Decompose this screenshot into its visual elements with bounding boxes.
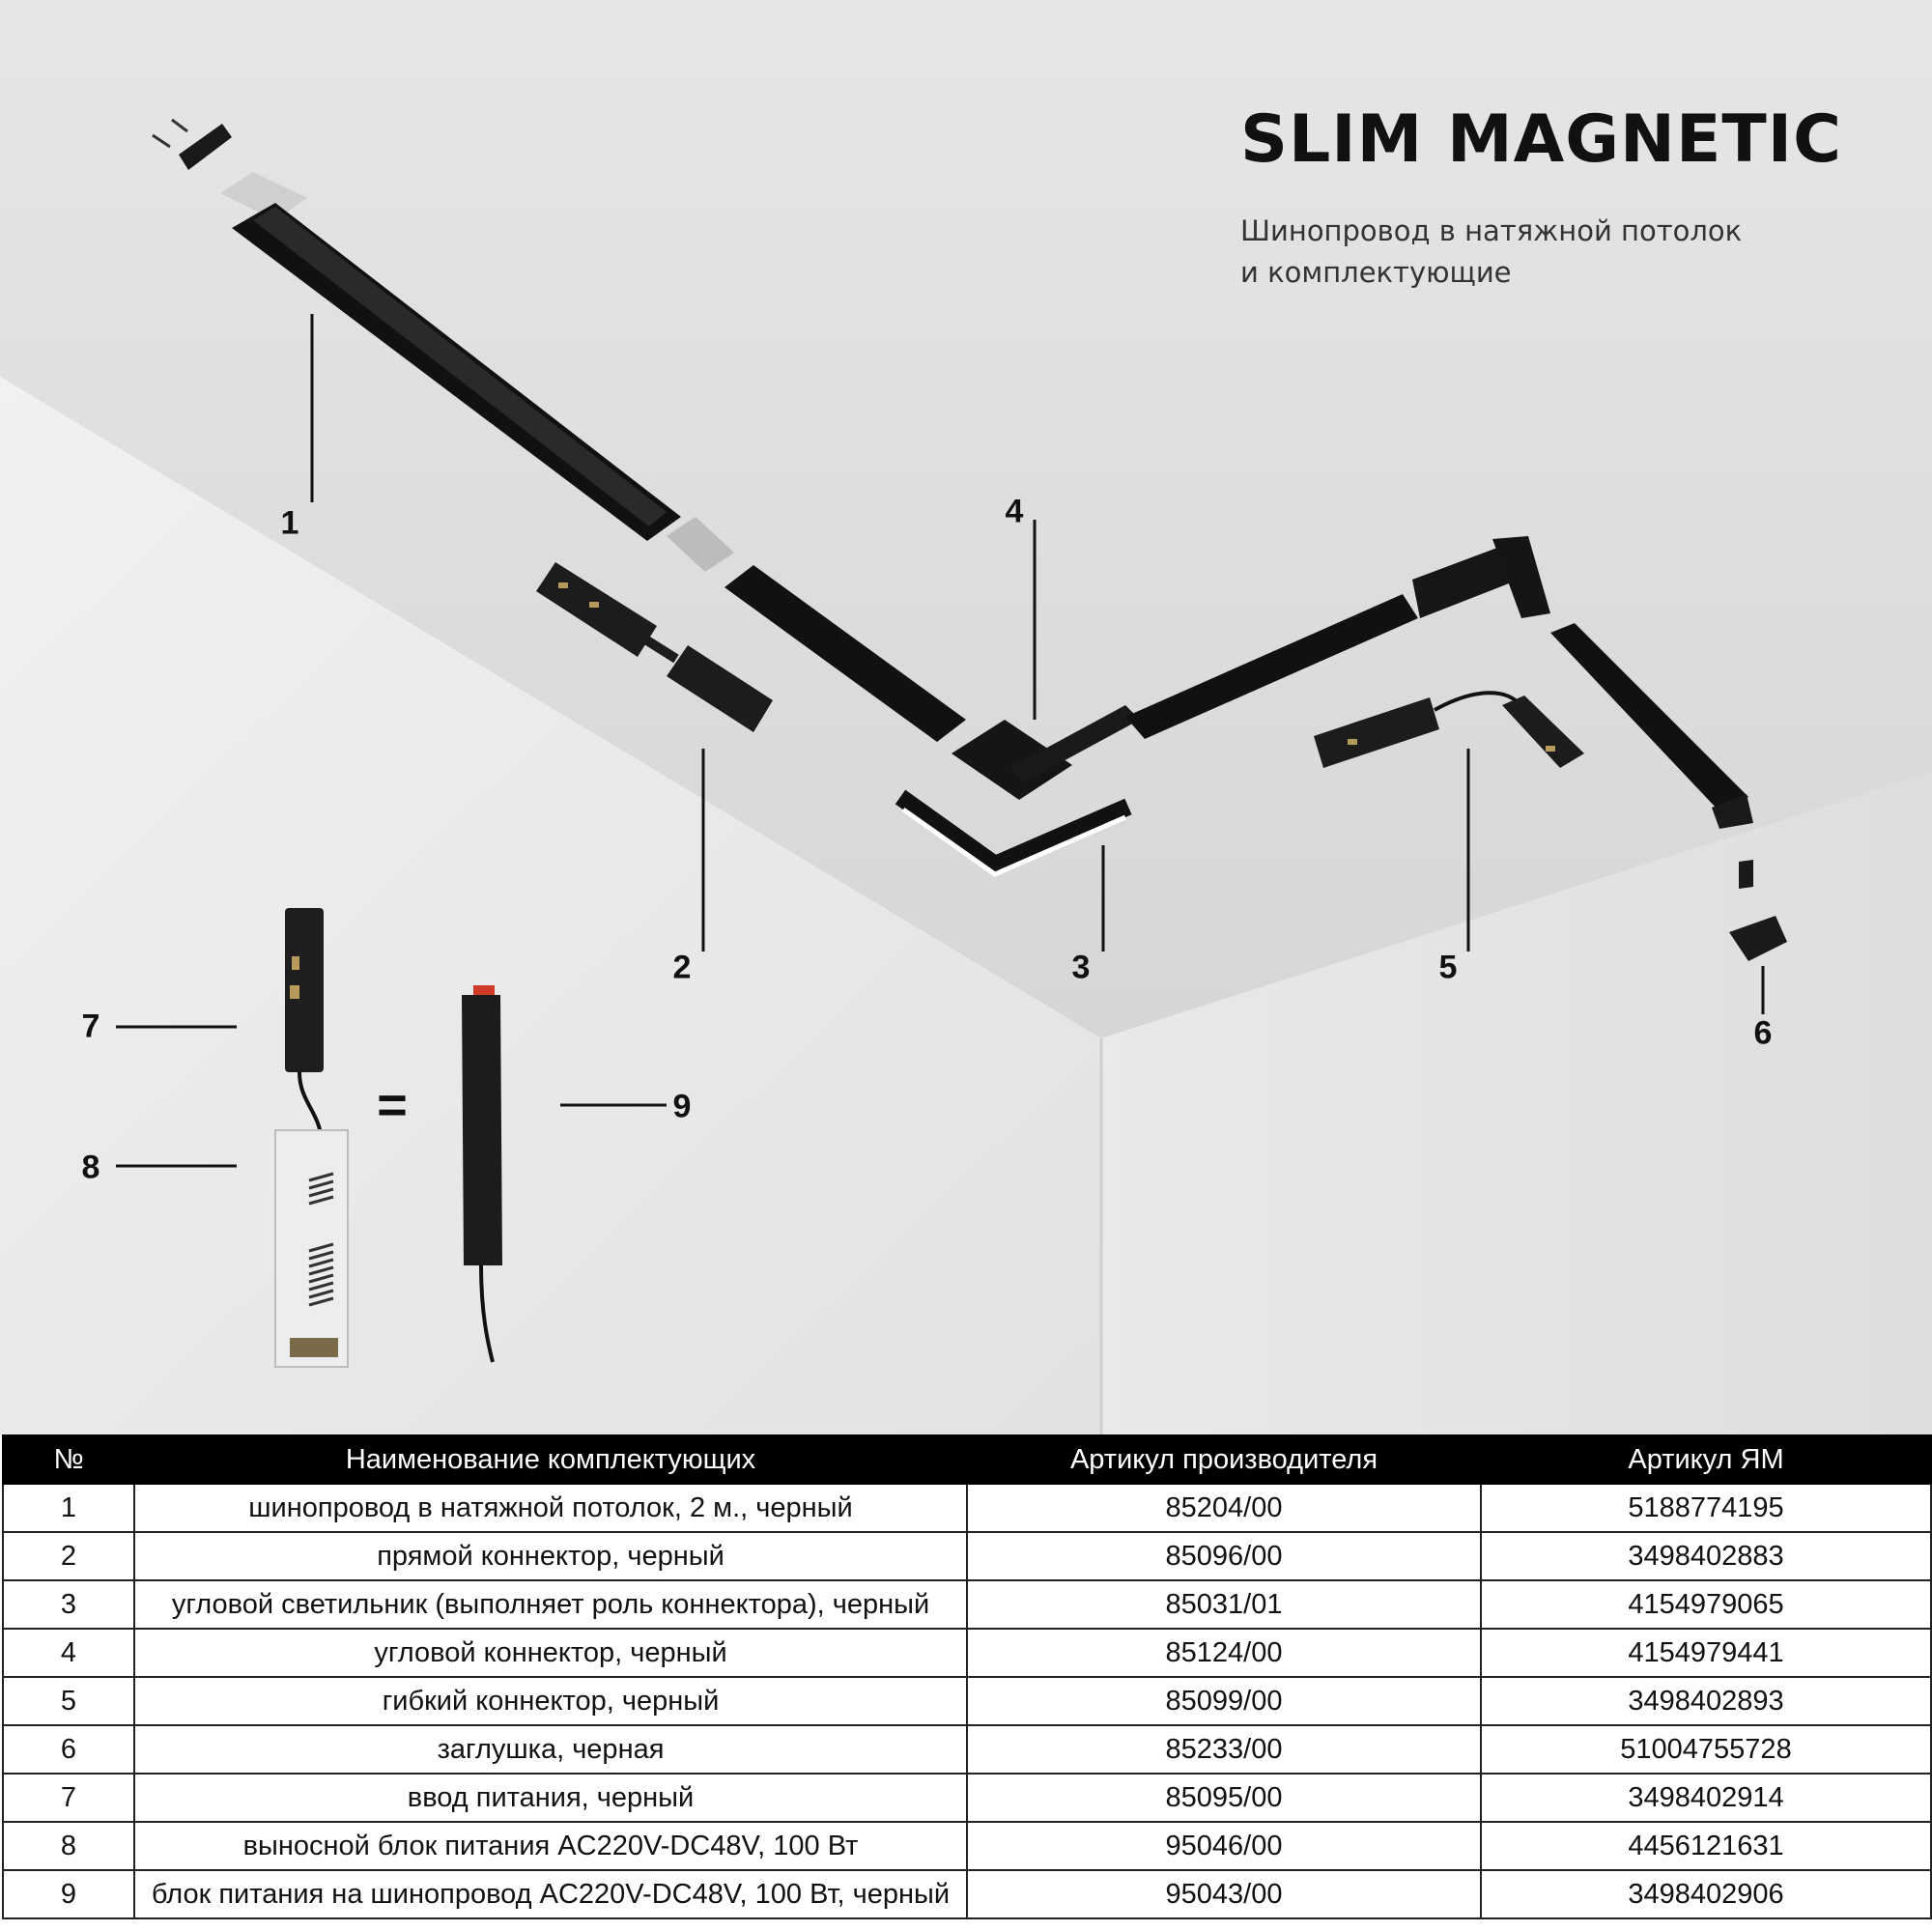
components-table xyxy=(2,1434,1932,1919)
callout-5: 5 xyxy=(1438,949,1458,986)
row-number: 5 xyxy=(3,1677,134,1725)
row-number: 3 xyxy=(3,1580,134,1629)
callout-6: 6 xyxy=(1753,1014,1773,1052)
row-name: угловой коннектор, черный xyxy=(134,1629,967,1677)
subtitle-line-2: и комплектующие xyxy=(1240,256,1512,289)
table-row xyxy=(3,1822,1931,1870)
callout-7: 7 xyxy=(81,1008,100,1045)
callout-2: 2 xyxy=(672,949,692,986)
row-number: 6 xyxy=(3,1725,134,1774)
row-manufacturer-sku: 85204/00 xyxy=(967,1484,1481,1532)
row-manufacturer-sku: 95046/00 xyxy=(967,1822,1481,1870)
equals-sign: = xyxy=(377,1076,408,1134)
table-row xyxy=(3,1580,1931,1629)
row-manufacturer-sku: 85233/00 xyxy=(967,1725,1481,1774)
row-number: 9 xyxy=(3,1870,134,1918)
row-number: 2 xyxy=(3,1532,134,1580)
row-ym-sku: 4456121631 xyxy=(1481,1822,1931,1870)
row-manufacturer-sku: 85124/00 xyxy=(967,1629,1481,1677)
row-manufacturer-sku: 85031/01 xyxy=(967,1580,1481,1629)
row-manufacturer-sku: 95043/00 xyxy=(967,1870,1481,1918)
row-name: угловой светильник (выполняет роль коннектора), черный xyxy=(134,1580,967,1629)
row-ym-sku: 3498402906 xyxy=(1481,1870,1931,1918)
table-row xyxy=(3,1774,1931,1822)
product-subtitle xyxy=(1240,211,1742,294)
subtitle-line-1: Шинопровод в натяжной потолок xyxy=(1240,214,1743,247)
header-number: № xyxy=(3,1435,134,1484)
power-supply-8 xyxy=(275,1130,348,1367)
row-name: шинопровод в натяжной потолок, 2 м., черный xyxy=(134,1484,967,1532)
row-number: 1 xyxy=(3,1484,134,1532)
row-name: заглушка, черная xyxy=(134,1725,967,1774)
row-number: 7 xyxy=(3,1774,134,1822)
product-title: SLIM MAGNETIC xyxy=(1240,101,1843,178)
table-row xyxy=(3,1484,1931,1532)
header-ym-sku: Артикул ЯМ xyxy=(1481,1435,1931,1484)
table-row xyxy=(3,1870,1931,1918)
row-number: 8 xyxy=(3,1822,134,1870)
callout-8: 8 xyxy=(81,1149,100,1186)
table-row xyxy=(3,1629,1931,1677)
row-manufacturer-sku: 85099/00 xyxy=(967,1677,1481,1725)
row-ym-sku: 5188774195 xyxy=(1481,1484,1931,1532)
header-name: Наименование комплектующих xyxy=(134,1435,967,1484)
row-ym-sku: 3498402883 xyxy=(1481,1532,1931,1580)
callout-3: 3 xyxy=(1071,949,1091,986)
row-name: блок питания на шинопровод AC220V-DC48V, 100 Вт, черный xyxy=(134,1870,967,1918)
row-ym-sku: 4154979065 xyxy=(1481,1580,1931,1629)
row-manufacturer-sku: 85095/00 xyxy=(967,1774,1481,1822)
row-ym-sku: 51004755728 xyxy=(1481,1725,1931,1774)
callout-4: 4 xyxy=(1005,493,1024,530)
row-number: 4 xyxy=(3,1629,134,1677)
row-name: гибкий коннектор, черный xyxy=(134,1677,967,1725)
row-name: ввод питания, черный xyxy=(134,1774,967,1822)
header-manufacturer-sku: Артикул производителя xyxy=(967,1435,1481,1484)
callout-9: 9 xyxy=(672,1088,692,1125)
row-name: выносной блок питания AC220V-DC48V, 100 Вт xyxy=(134,1822,967,1870)
row-manufacturer-sku: 85096/00 xyxy=(967,1532,1481,1580)
row-ym-sku: 3498402914 xyxy=(1481,1774,1931,1822)
row-name: прямой коннектор, черный xyxy=(134,1532,967,1580)
row-ym-sku: 3498402893 xyxy=(1481,1677,1931,1725)
row-ym-sku: 4154979441 xyxy=(1481,1629,1931,1677)
callout-1: 1 xyxy=(280,504,299,542)
table-row xyxy=(3,1677,1931,1725)
table-header-row xyxy=(3,1435,1931,1484)
table-row xyxy=(3,1532,1931,1580)
table-row xyxy=(3,1725,1931,1774)
